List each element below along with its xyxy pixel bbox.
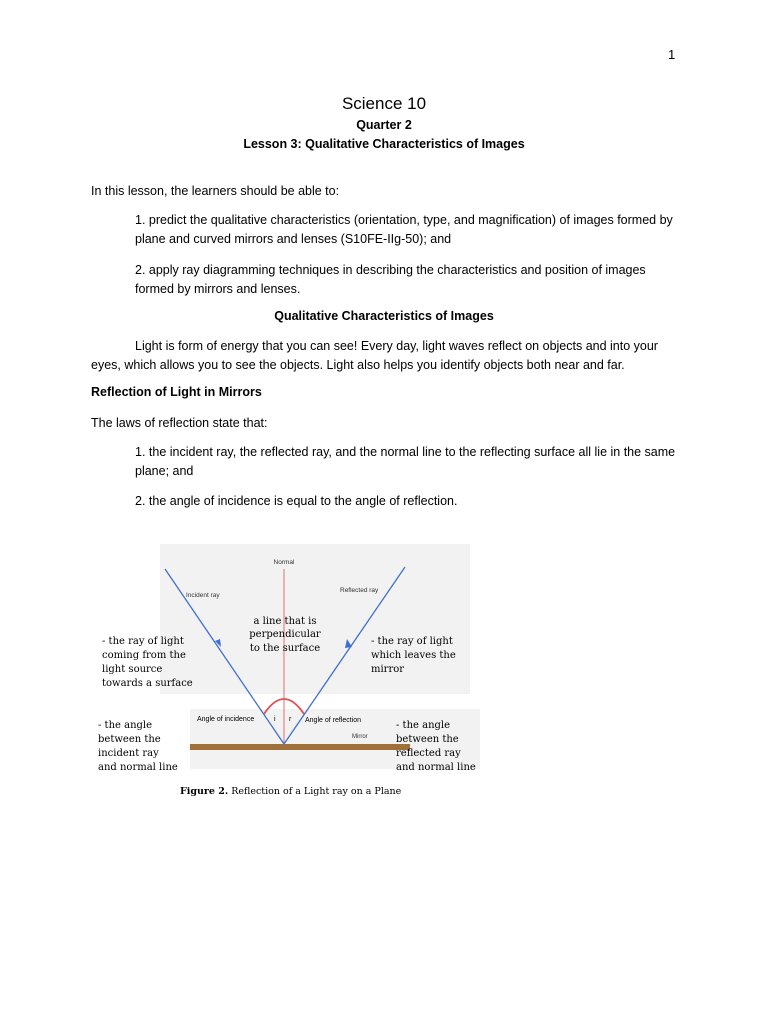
angle-reflection-desc-2: between the	[396, 734, 459, 745]
angle-reflection-desc-3: reflected ray	[396, 748, 461, 759]
incident-ray-label: Incident ray	[186, 592, 220, 599]
normal-desc-line-2: perpendicular	[249, 629, 321, 640]
mirror	[190, 744, 410, 750]
section-paragraph: Light is form of energy that you can see! Every day, light waves reflect on objects and into your eyes, which allows you to see the objects. Light also helps you identify objects both near and far.	[91, 339, 658, 372]
laws-intro: The laws of reflection state that:	[91, 416, 268, 430]
mirror-label: Mirror	[352, 734, 368, 740]
incident-desc-line-3: light source	[102, 664, 163, 675]
angle-reflection-label: Angle of reflection	[305, 717, 362, 724]
incident-desc-line-2: coming from the	[102, 650, 186, 661]
intro-text: In this lesson, the learners should be able to:	[91, 184, 340, 198]
reflected-desc-line-1: - the ray of light	[371, 636, 453, 647]
angle-reflection-desc-4: and normal line	[396, 762, 476, 773]
incident-desc-line-1: - the ray of light	[102, 636, 184, 647]
caption-bold: Figure 2.	[180, 786, 229, 797]
angle-incidence-desc-3: incident ray	[98, 748, 159, 759]
objective-2: 2. apply ray diagramming techniques in describing the characteristics and position of images formed by mirrors and lenses.	[135, 263, 646, 296]
normal-label: Normal	[273, 559, 295, 566]
angle-incidence-label: Angle of incidence	[197, 716, 255, 723]
reflected-desc-line-3: mirror	[371, 664, 405, 675]
caption-text: Reflection of a Light ray on a Plane	[228, 786, 402, 797]
reflection-figure	[90, 544, 490, 804]
normal-desc-line-1: a line that is	[253, 616, 317, 627]
page-title: Science 10	[341, 94, 427, 113]
section-heading: Qualitative Characteristics of Images	[274, 309, 494, 323]
quarter-subtitle: Quarter 2	[356, 118, 412, 132]
figure-caption	[180, 786, 402, 797]
objective-1: 1. predict the qualitative characteristics (orientation, type, and magnification) of images formed by plane and curved mirrors and lenses (S10FE-IIg-50); and	[135, 213, 673, 246]
reflected-desc-line-2: which leaves the	[371, 650, 456, 661]
angle-incidence-desc-1: - the angle	[98, 720, 153, 731]
angle-incidence-desc-2: between the	[98, 734, 161, 745]
subheading: Reflection of Light in Mirrors	[91, 385, 262, 399]
page-number: 1	[668, 47, 676, 62]
r-label: r	[289, 716, 292, 723]
incident-desc-line-4: towards a surface	[102, 678, 193, 689]
lesson-title: Lesson 3: Qualitative Characteristics of Images	[243, 137, 525, 151]
normal-desc-line-3: to the surface	[249, 643, 321, 654]
law-2: 2. the angle of incidence is equal to the angle of reflection.	[135, 494, 458, 508]
i-label: i	[274, 716, 276, 723]
angle-reflection-desc-1: - the angle	[396, 720, 451, 731]
reflected-ray-label: Reflected ray	[340, 587, 379, 594]
law-1: 1. the incident ray, the reflected ray, and the normal line to the reflecting surface all lie in the same plane; and	[135, 445, 676, 478]
angle-incidence-desc-4: and normal line	[98, 762, 178, 773]
